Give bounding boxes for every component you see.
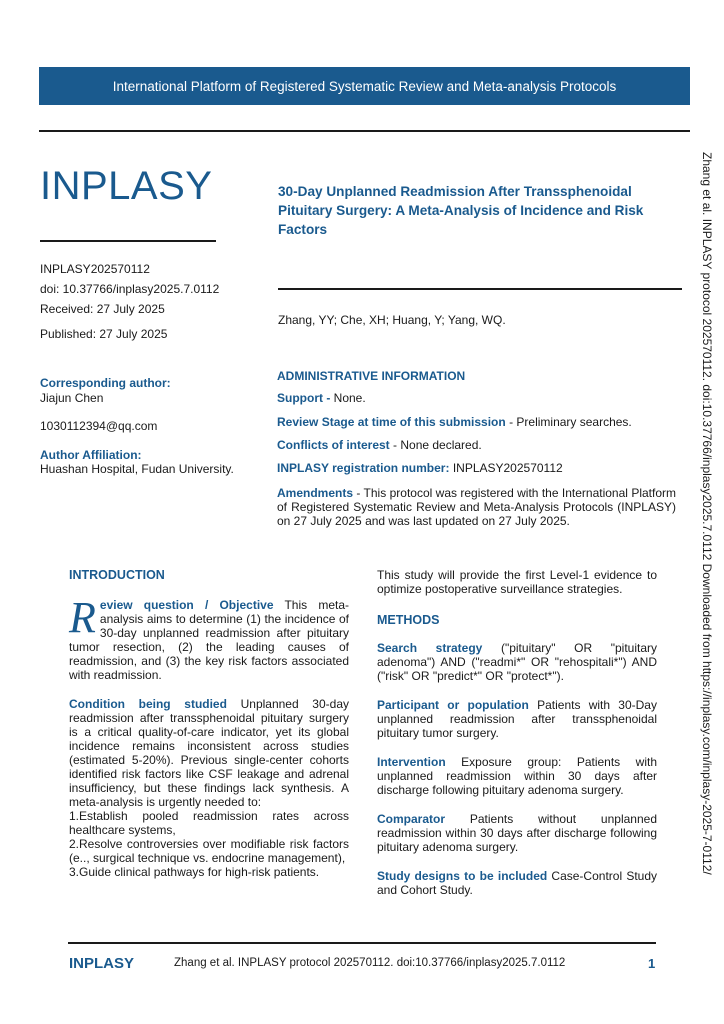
review-stage-line: Review Stage at time of this submission - Preliminary searches.	[277, 415, 632, 429]
page-number: 1	[648, 956, 656, 971]
corresponding-author-email[interactable]: 1030112394@qq.com	[40, 419, 158, 433]
introduction-section	[69, 568, 349, 879]
drop-cap: R	[69, 593, 96, 642]
corresponding-author-label: Corresponding author:	[40, 376, 171, 390]
corresponding-author-name: Jiajun Chen	[40, 391, 104, 405]
doi[interactable]: doi: 10.37766/inplasy2025.7.0112	[40, 282, 220, 296]
footer-divider	[68, 942, 656, 944]
conflicts-line: Conflicts of interest - None declared.	[277, 438, 482, 452]
inplasy-logo: INPLASY	[40, 164, 213, 208]
amendments-line: Amendments - This protocol was registered with the International Platform of Registered Systematic Review and Meta-Analysis Protocols (INPLASY) on 27 July 2025 and was last updated on 27 July 2025.	[277, 486, 676, 528]
author-affiliation-label: Author Affiliation:	[40, 448, 142, 462]
top-divider	[39, 130, 690, 132]
review-question-paragraph: Review question / Objective This meta-analysis aims to determine (1) the incidence of 30-day unplanned readmission after pituitary tumor resection, (2) the leading causes of readmission, and (3) the key risk factors associated with readmission.	[69, 593, 350, 682]
participants-paragraph: Participant or population Patients with 30-Day unplanned readmission after transsphenoidal pituitary tumor surgery.	[377, 698, 657, 740]
list-item: 3.Guide clinical pathways for high-risk patients.	[69, 865, 320, 879]
methods-heading: METHODS	[377, 613, 440, 627]
intro-continuation: This study will provide the first Level-1 evidence to optimize postoperative surveillance strategies.	[377, 568, 657, 596]
search-strategy-paragraph: Search strategy ("pituitary" OR "pituitary adenoma") AND ("readmi*" OR "rehospitali*") AND ("risk" OR "predict*" OR "protect*").	[377, 641, 658, 683]
footer-citation: Zhang et al. INPLASY protocol 202570112. doi:10.37766/inplasy2025.7.0112	[174, 957, 566, 969]
list-item: 2.Resolve controversies over modifiable risk factors (e.., surgical technique vs. endocrine management),	[69, 837, 349, 865]
list-item: 1.Establish pooled readmission rates across healthcare systems,	[69, 809, 349, 837]
condition-paragraph: Condition being studied Unplanned 30-day readmission after transsphenoidal pituitary surgery is a critical quality-of-care indicator, yet its global incidence remains inconsistent across studies (estimated 5-20%). Previous single-center cohorts identified risk factors like CSF leakage and adrenal insufficiency, but these findings lack synthesis. A meta-analysis is urgently needed to:	[69, 697, 349, 809]
title-divider	[278, 288, 682, 290]
registration-id: INPLASY202570112	[40, 262, 150, 276]
introduction-heading: INTRODUCTION	[69, 568, 165, 582]
published-date: Published: 27 July 2025	[40, 327, 168, 341]
side-citation[interactable]: Zhang et al. INPLASY protocol 202570112. doi:10.37766/inplasy2025.7.0112 Downloaded from https://inplasy.com/inplasy-2025-7-0112/	[700, 152, 714, 875]
logo-divider	[40, 240, 216, 242]
comparator-paragraph: Comparator Patients without unplanned readmission within 30 days after discharge following pituitary adenoma surgery.	[377, 812, 657, 854]
admin-heading: ADMINISTRATIVE INFORMATION	[277, 369, 466, 383]
methods-column	[377, 568, 657, 897]
received-date: Received: 27 July 2025	[40, 302, 165, 316]
footer-logo: INPLASY	[69, 955, 135, 972]
study-designs-paragraph: Study designs to be included Case-Control Study and Cohort Study.	[377, 869, 658, 897]
authors: Zhang, YY; Che, XH; Huang, Y; Yang, WQ.	[278, 313, 506, 327]
paper-title: 30-Day Unplanned Readmission After Transsphenoidal Pituitary Surgery: A Meta-Analysis of Incidence and Risk Factors	[278, 184, 644, 237]
intervention-paragraph: Intervention Exposure group: Patients with unplanned readmission within 30 days after discharge following pituitary adenoma surgery.	[377, 755, 657, 797]
registration-number-line: INPLASY registration number: INPLASY202570112	[277, 461, 563, 475]
header-banner: International Platform of Registered Systematic Review and Meta-analysis Protocols	[39, 67, 690, 105]
author-affiliation: Huashan Hospital, Fudan University.	[40, 462, 234, 476]
support-line: Support - None.	[277, 391, 366, 405]
